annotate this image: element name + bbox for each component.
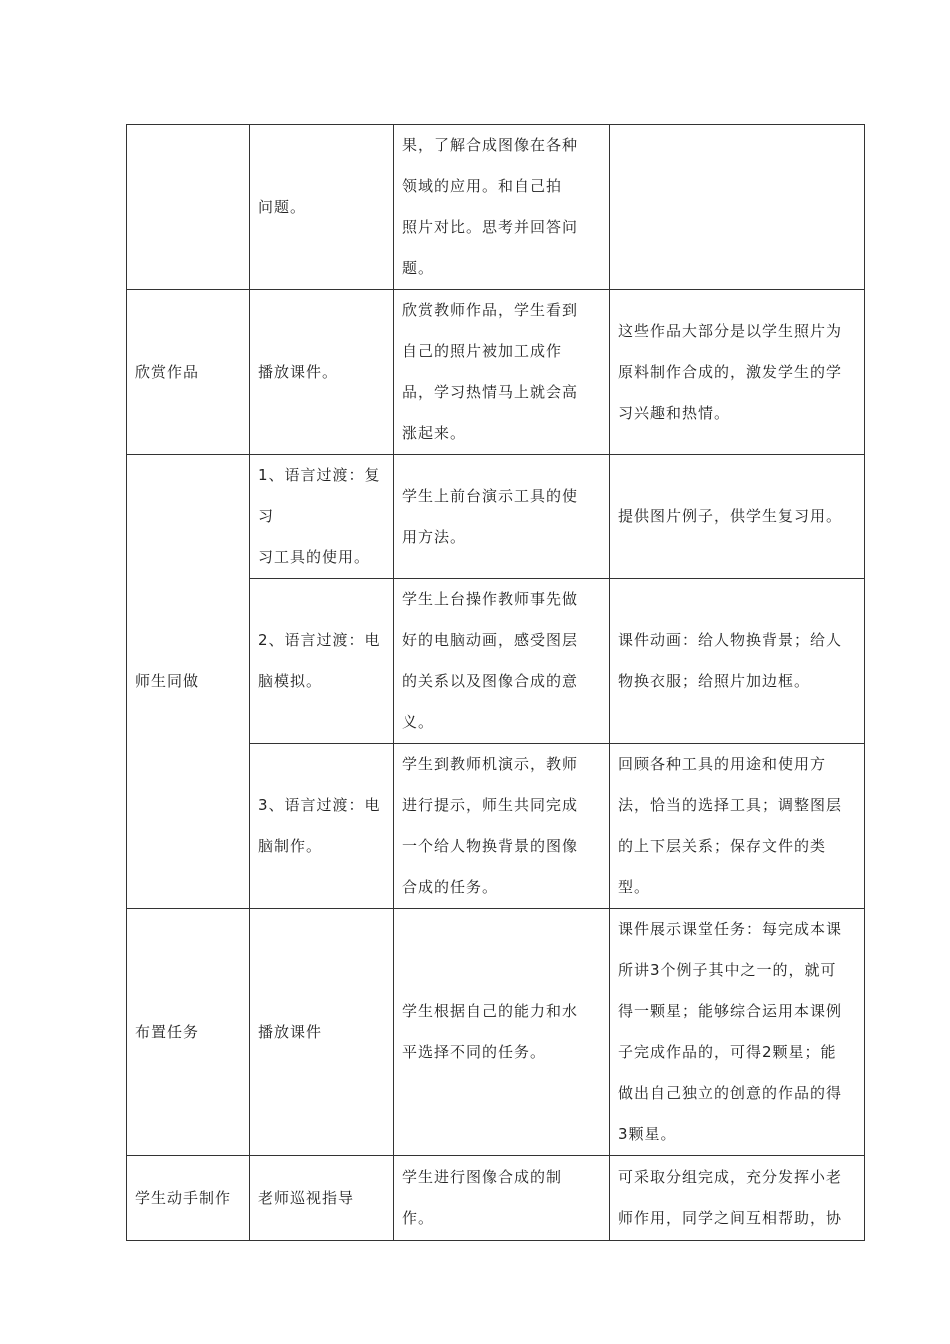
- student-activity-cell: [394, 455, 610, 579]
- teacher-activity-cell: [250, 455, 394, 579]
- text-line: 3颗星。: [618, 1125, 677, 1143]
- text-line: 作。: [402, 1209, 435, 1227]
- text-line: 的上下层关系；保存文件的类: [618, 837, 827, 855]
- text-line: 物换衣服；给照片加边框。: [618, 672, 811, 690]
- text-line: 题。: [402, 259, 435, 277]
- text-line: 习兴趣和热情。: [618, 403, 731, 422]
- student-activity-cell: [394, 744, 610, 909]
- text-line: 领域的应用。和自己拍: [402, 177, 563, 195]
- stage-cell: [127, 125, 250, 290]
- stage-cell: 学生动手制作: [127, 1156, 250, 1241]
- text-line: 涨起来。: [402, 424, 467, 442]
- text-line: 进行提示，师生共同完成: [402, 796, 579, 814]
- text-line: 用方法。: [402, 527, 467, 546]
- text-line: 2、语言过渡：电: [258, 631, 381, 649]
- teacher-activity-cell: 老师巡视指导: [250, 1156, 394, 1241]
- stage-cell: 欣赏作品: [127, 290, 250, 455]
- student-activity-cell: [394, 125, 610, 290]
- text-line: 平选择不同的任务。: [402, 1043, 547, 1061]
- text-line: 自己的照片被加工成作: [402, 342, 563, 360]
- table-row: [127, 909, 865, 1156]
- text-line: 子完成作品的，可得2颗星；能: [618, 1043, 837, 1061]
- teacher-activity-cell: [250, 579, 394, 744]
- design-intent-cell: [610, 455, 865, 579]
- student-activity-cell: [394, 290, 610, 455]
- text-line: 学生进行图像合成的制: [402, 1168, 563, 1186]
- text-line: 脑模拟。: [258, 672, 323, 690]
- stage-cell: 师生同做: [127, 455, 250, 909]
- design-intent-cell: [610, 744, 865, 909]
- text-line: 回顾各种工具的用途和使用方: [618, 755, 827, 773]
- text-line: 课件动画：给人物换背景；给人: [618, 631, 843, 649]
- stage-cell: 布置任务: [127, 909, 250, 1156]
- text-line: 合成的任务。: [402, 878, 499, 896]
- design-intent-cell: [610, 909, 865, 1156]
- text-line: 原料制作合成的，激发学生的学: [618, 362, 843, 381]
- table-row: [127, 1156, 865, 1241]
- lesson-plan-table: [126, 124, 865, 1241]
- text-line: 可采取分组完成，充分发挥小老: [618, 1168, 843, 1186]
- table-row: [127, 125, 865, 290]
- text-line: 照片对比。思考并回答问: [402, 218, 579, 236]
- text-line: 3、语言过渡：电: [258, 796, 381, 814]
- text-line: 法，恰当的选择工具；调整图层: [618, 796, 843, 814]
- text-line: 好的电脑动画，感受图层: [402, 631, 579, 649]
- table-row: [127, 290, 865, 455]
- text-line: 脑制作。: [258, 837, 323, 855]
- text-line: 型。: [618, 878, 651, 896]
- teacher-activity-cell: 播放课件。: [250, 290, 394, 455]
- text-line: 这些作品大部分是以学生照片为: [618, 321, 843, 340]
- text-line: 师作用，同学之间互相帮助，协: [618, 1209, 843, 1227]
- text-line: 学生上前台演示工具的使: [402, 486, 579, 505]
- teacher-activity-cell: [250, 744, 394, 909]
- text-line: 学生上台操作教师事先做: [402, 590, 579, 608]
- table-row: [127, 455, 865, 579]
- text-line: 课件展示课堂任务：每完成本课: [618, 920, 843, 938]
- text-line: 习工具的使用。: [258, 548, 371, 566]
- design-intent-cell: [610, 290, 865, 455]
- text-line: 所讲3个例子其中之一的，就可: [618, 961, 837, 979]
- text-line: 做出自己独立的创意的作品的得: [618, 1084, 843, 1102]
- text-line: 提供图片例子，供学生复习用。: [618, 507, 843, 525]
- text-line: 欣赏教师作品，学生看到: [402, 301, 579, 319]
- student-activity-cell: [394, 579, 610, 744]
- text-line: 的关系以及图像合成的意: [402, 672, 579, 690]
- text-line: 品，学习热情马上就会高: [402, 383, 579, 401]
- student-activity-cell: [394, 909, 610, 1156]
- teacher-activity-cell: 问题。: [250, 125, 394, 290]
- design-intent-cell: [610, 125, 865, 290]
- teacher-activity-cell: 播放课件: [250, 909, 394, 1156]
- design-intent-cell: [610, 579, 865, 744]
- text-line: 得一颗星；能够综合运用本课例: [618, 1002, 843, 1020]
- text-line: 1、语言过渡：复习: [258, 466, 381, 525]
- text-line: 一个给人物换背景的图像: [402, 837, 579, 855]
- text-line: 学生到教师机演示，教师: [402, 755, 579, 773]
- text-line: 义。: [402, 713, 435, 731]
- design-intent-cell: [610, 1156, 865, 1241]
- text-line: 学生根据自己的能力和水: [402, 1002, 579, 1020]
- student-activity-cell: [394, 1156, 610, 1241]
- text-line: 果，了解合成图像在各种: [402, 136, 579, 154]
